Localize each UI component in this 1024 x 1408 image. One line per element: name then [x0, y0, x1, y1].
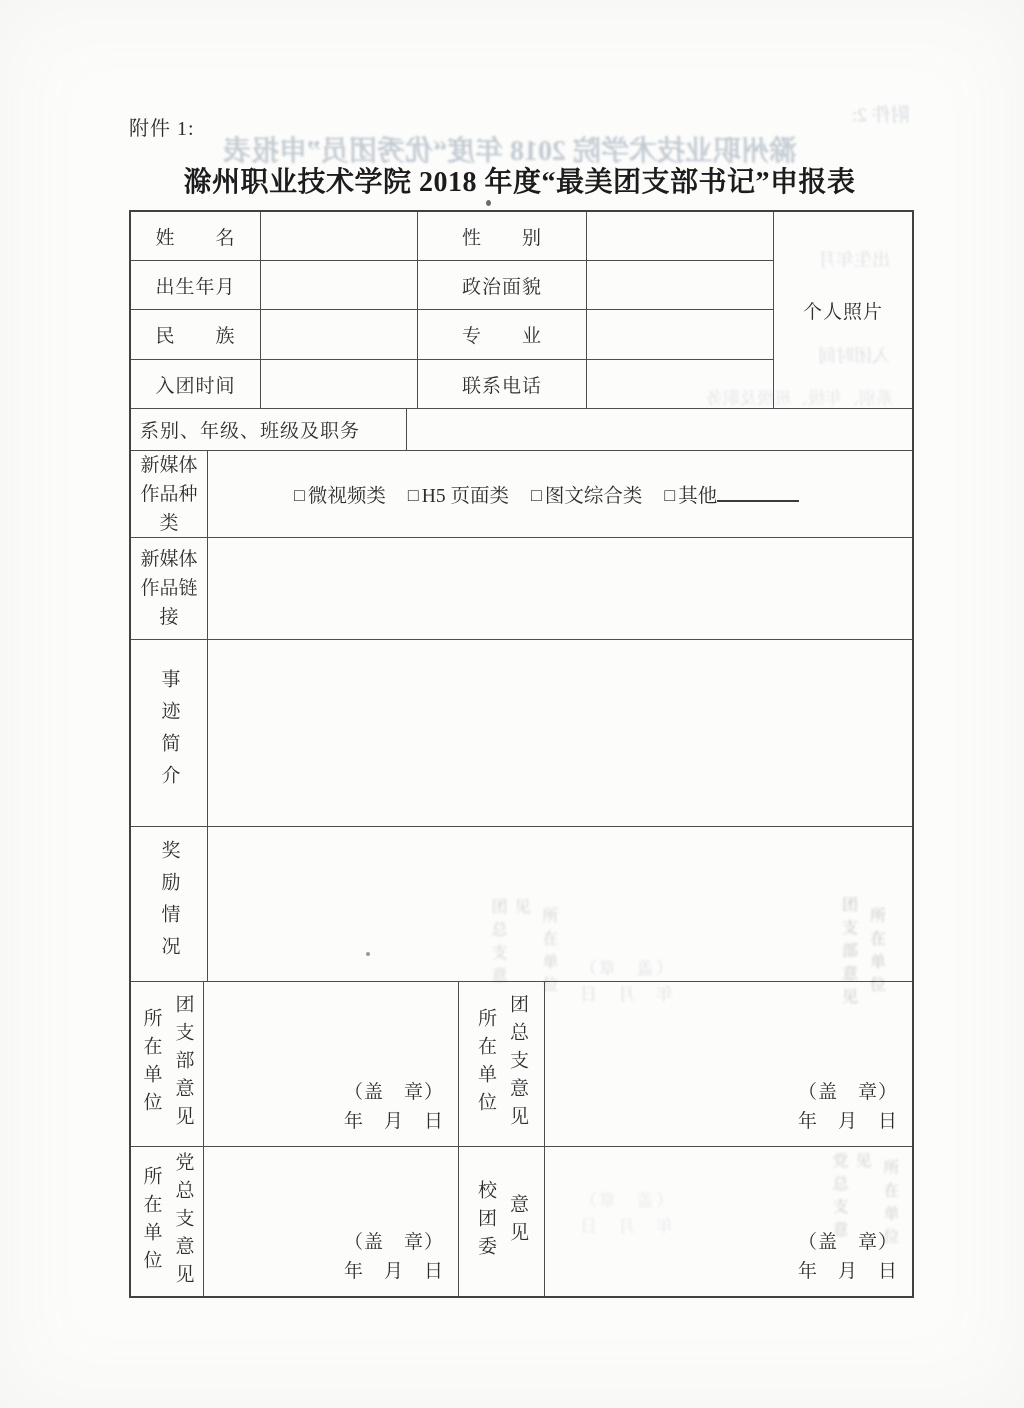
bleedthrough-vertical-text: 团支部意见 — [839, 895, 857, 1011]
stamp-line: （盖 章） — [797, 1232, 898, 1253]
media-type-option-label: H5 页面类 — [421, 486, 509, 507]
checkbox-icon: □ — [664, 485, 676, 505]
dept-class-position-value-cell — [407, 409, 912, 451]
ethnicity-label-cell: 民 族 — [131, 310, 261, 360]
school-committee-opinion-stamp-cell — [545, 1147, 912, 1296]
awards-label: 奖励情况 — [158, 840, 180, 968]
dept-class-position-label-cell: 系别、年级、班级及职务 — [131, 409, 407, 451]
stamp-line: （盖 章） — [343, 1082, 444, 1103]
party-branch-opinion-label-right: 党总支意见 — [172, 1151, 194, 1292]
party-branch-opinion-label-left: 所在单位 — [140, 1165, 162, 1278]
branch-opinion-label-left: 所在单位 — [140, 1008, 162, 1120]
scan-speck — [486, 200, 491, 206]
general-branch-opinion-label-left: 所在单位 — [475, 1008, 496, 1120]
party-branch-opinion-stamp-cell — [204, 1147, 459, 1296]
media-type-label: 新媒体作品种类 — [140, 454, 198, 534]
bleedthrough-join-label: 入团时间 — [818, 346, 890, 366]
awards-label-cell — [131, 827, 208, 982]
major-value-cell — [587, 310, 774, 360]
media-type-option-label: 微视频类 — [307, 486, 386, 507]
bleedthrough-dept-label: 系别、年级、班级及职务 — [706, 389, 893, 408]
deeds-label: 事迹简介 — [158, 669, 180, 797]
date-line: 年 月 日 — [797, 1261, 898, 1282]
bleedthrough-stamp-line: （盖 章） — [578, 959, 673, 978]
bleedthrough-stamp-line: 年 月 日 — [578, 985, 673, 1004]
attachment-label: 附件 1: — [129, 118, 195, 140]
general-branch-opinion-label-cell — [459, 982, 545, 1147]
birth-value-cell — [261, 261, 418, 310]
gender-label-cell: 性 别 — [418, 212, 587, 261]
bleedthrough-vertical-text: 所在单位 — [540, 907, 557, 999]
date-line: 年 月 日 — [343, 1111, 444, 1132]
media-link-label: 新媒体作品链接 — [140, 549, 198, 628]
application-form-table — [129, 210, 914, 1298]
media-type-option-label: 图文综合类 — [544, 486, 643, 507]
school-committee-opinion-label-left: 校团委 — [475, 1179, 496, 1264]
bleedthrough-attachment-label: 附件 2: — [852, 105, 910, 126]
checkbox-icon: □ — [407, 485, 419, 505]
stamp-line: （盖 章） — [343, 1232, 444, 1253]
bleedthrough-vertical-text: 团总支意见 — [489, 898, 529, 990]
join-time-value-cell — [261, 360, 418, 409]
deeds-label-cell — [131, 640, 208, 827]
major-label-cell: 专 业 — [418, 310, 587, 360]
media-type-option — [408, 480, 509, 508]
join-time-label-cell: 入团时间 — [131, 360, 261, 409]
branch-opinion-label-cell — [131, 982, 204, 1147]
checkbox-icon: □ — [530, 485, 542, 505]
bleedthrough-vertical-text: 所在单位 — [881, 1158, 898, 1251]
media-type-options-cell — [208, 451, 912, 538]
media-type-option-label: 其他 — [678, 486, 718, 507]
stamp-line: （盖 章） — [797, 1082, 898, 1103]
deeds-value-cell — [208, 640, 912, 827]
blank-underline — [717, 481, 799, 503]
bleedthrough-vertical-text: 所在单位 — [867, 907, 885, 999]
gender-value-cell — [587, 212, 774, 261]
media-type-label-cell — [131, 451, 208, 538]
form-title: 滁州职业技术学院 2018 年度“最美团支部书记”申报表 — [183, 167, 856, 198]
ethnicity-value-cell — [261, 310, 418, 360]
media-type-option — [531, 480, 642, 508]
general-branch-opinion-label-right: 团总支意见 — [507, 994, 528, 1134]
name-value-cell — [261, 212, 418, 261]
media-link-value-cell — [208, 538, 912, 640]
branch-opinion-stamp-cell — [204, 982, 459, 1147]
general-branch-opinion-stamp-cell — [545, 982, 912, 1147]
branch-opinion-label-right: 团支部意见 — [172, 994, 194, 1134]
political-status-label-cell: 政治面貌 — [418, 261, 587, 310]
party-branch-opinion-label-cell — [131, 1147, 204, 1296]
checkbox-icon: □ — [294, 485, 305, 505]
media-type-option — [294, 480, 386, 508]
awards-value-cell — [208, 827, 912, 982]
bleedthrough-stamp-line: 年 月 日 — [578, 1217, 673, 1236]
phone-value-cell — [587, 360, 774, 409]
date-line: 年 月 日 — [797, 1111, 898, 1132]
media-type-option — [664, 480, 799, 508]
media-link-label-cell — [131, 538, 208, 640]
bleedthrough-vertical-text: 党总支意见 — [830, 1152, 870, 1244]
bleedthrough-title: 滁州职业技术学院 2018 年度“优秀团员”申报表 — [223, 136, 798, 167]
photo-cell: 个人照片 — [774, 212, 912, 409]
bleedthrough-stamp-line: （盖 章） — [578, 1191, 673, 1210]
school-committee-opinion-label-cell — [459, 1147, 545, 1296]
name-label-cell: 姓 名 — [131, 212, 261, 261]
political-status-value-cell — [587, 261, 774, 310]
date-line: 年 月 日 — [343, 1261, 444, 1282]
birth-label-cell: 出生年月 — [131, 261, 261, 310]
school-committee-opinion-label-right: 意见 — [507, 1193, 528, 1250]
phone-label-cell: 联系电话 — [418, 360, 587, 409]
bleedthrough-birth-label: 出生年月 — [818, 250, 890, 270]
